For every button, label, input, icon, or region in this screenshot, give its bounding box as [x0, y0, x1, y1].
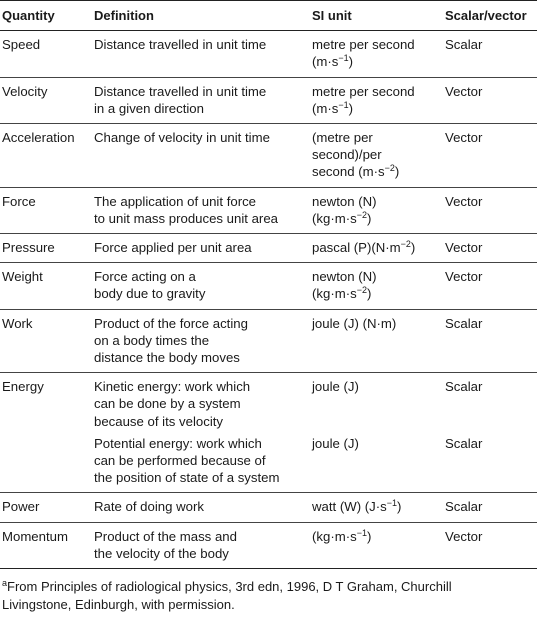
table-row — [0, 124, 537, 188]
definition-line: Kinetic energy: work which — [94, 379, 251, 395]
quantity-cell: Power — [0, 493, 94, 522]
quantity-cell: Force — [0, 187, 94, 233]
table-row — [0, 31, 537, 77]
definition-line: in a given direction — [94, 100, 204, 116]
definition-line: Force applied per unit area — [94, 240, 252, 256]
definition-cell — [94, 124, 312, 188]
header-row — [0, 1, 537, 31]
type-cell: Scalar — [445, 432, 537, 493]
table-row — [0, 263, 537, 309]
type-cell: Vector — [445, 522, 537, 568]
unit-line: $(kg\cdot m\cdot s^{-2})$ — [312, 209, 372, 226]
si-unit-cell — [312, 522, 445, 568]
definition-cell — [94, 187, 312, 233]
quantity-cell: Momentum — [0, 522, 94, 568]
quantity-cell: Energy — [2, 379, 44, 395]
quantity-cell: Acceleration — [0, 124, 94, 188]
definition-line: Distance travelled in unit time — [94, 83, 267, 99]
table-row — [0, 309, 537, 373]
definition-cell — [94, 373, 312, 432]
table-row — [0, 234, 537, 263]
definition-cell — [94, 77, 312, 123]
definition-cell — [94, 234, 312, 263]
footnote-line: $^a$From Principles of radiological physics, 3rd edn, 1996, D T Graham, Churchill — [2, 578, 452, 594]
definition-cell — [94, 309, 312, 373]
definition-line: to unit mass produces unit area — [94, 210, 278, 226]
unit-line: pascal $(P)(N\cdot m^{-2})$ — [312, 239, 416, 256]
footnote-line: Livingstone, Edinburgh, with permission. — [2, 597, 235, 612]
si-unit-cell — [312, 234, 445, 263]
definition-cell — [94, 522, 312, 568]
definition-line: Rate of doing work — [94, 499, 204, 515]
definition-line: the position of state of a system — [94, 470, 280, 486]
unit-exponent: −2 — [384, 163, 395, 174]
quantity-cell: Speed — [0, 31, 94, 77]
table-row — [0, 373, 537, 432]
unit-line: watt (W) $(J\cdot s^{-1})$ — [312, 498, 402, 515]
unit-line: metre per second — [312, 83, 415, 99]
type-cell: Vector — [445, 124, 537, 188]
definition-cell — [94, 432, 312, 493]
table-row — [0, 77, 537, 123]
quantity-cell: Pressure — [0, 234, 94, 263]
definition-line: can be performed because of — [94, 453, 266, 469]
definition-cell — [94, 263, 312, 309]
type-cell: Vector — [445, 187, 537, 233]
unit-exponent: −2 — [356, 209, 367, 220]
definition-line: Product of the force acting — [94, 315, 248, 331]
si-unit-cell — [312, 187, 445, 233]
si-unit-cell — [312, 124, 445, 188]
definition-line: Product of the mass and — [94, 528, 237, 544]
unit-line: metre per second — [312, 37, 415, 53]
definition-line: distance the body moves — [94, 350, 240, 366]
unit-line: newton (N) — [312, 269, 377, 285]
unit-exponent: −1 — [338, 53, 349, 64]
type-cell: Vector — [445, 263, 537, 309]
unit-line: $(kg\cdot m\cdot s^{-1})$ — [312, 527, 372, 544]
type-cell: Scalar — [445, 31, 537, 77]
unit-exponent: −1 — [386, 498, 397, 509]
definition-line: the velocity of the body — [94, 545, 229, 561]
definition-line: because of its velocity — [94, 413, 224, 429]
type-cell: Vector — [445, 234, 537, 263]
definition-line: can be done by a system — [94, 396, 241, 412]
type-cell: Scalar — [445, 309, 537, 373]
definition-line: Force acting on a — [94, 269, 196, 285]
type-cell: Scalar — [445, 379, 483, 395]
type-cell: Scalar — [445, 493, 537, 522]
type-cell: Vector — [445, 77, 537, 123]
si-unit-cell — [312, 432, 445, 493]
header-scalar-vector: Scalar/vector — [445, 1, 537, 31]
unit-exponent: −2 — [356, 285, 367, 296]
unit-exponent: −2 — [400, 239, 411, 250]
table-row — [0, 493, 537, 522]
header-definition: Definition — [94, 1, 312, 31]
si-unit-cell — [312, 493, 445, 522]
definition-line: Change of velocity in unit time — [94, 130, 270, 146]
unit-line: (metre per — [312, 130, 373, 146]
si-unit-cell — [312, 31, 445, 77]
unit-exponent: −1 — [356, 527, 367, 538]
quantity-cell — [0, 432, 94, 493]
quantity-cell: Work — [0, 309, 94, 373]
table-row — [0, 432, 537, 493]
unit-line: $(m\cdot s^{-1})$ — [312, 53, 354, 70]
header-quantity: Quantity — [0, 1, 94, 31]
unit-line: joule (J) — [312, 379, 359, 395]
si-unit-cell — [312, 263, 445, 309]
unit-line: $(kg\cdot m\cdot s^{-2})$ — [312, 285, 372, 302]
unit-line: joule (J) (N·m) — [312, 315, 397, 331]
definition-cell — [94, 31, 312, 77]
definition-line: Potential energy: work which — [94, 435, 262, 451]
footnote — [2, 578, 532, 614]
definition-line: Distance travelled in unit time — [94, 37, 267, 53]
table-row — [0, 522, 537, 568]
si-unit-cell — [312, 77, 445, 123]
quantity-cell: Velocity — [0, 77, 94, 123]
definition-cell — [94, 493, 312, 522]
si-unit-cell — [312, 309, 445, 373]
definition-line: body due to gravity — [94, 286, 206, 302]
quantity-cell: Weight — [0, 263, 94, 309]
header-si-unit: SI unit — [312, 1, 445, 31]
unit-exponent: −1 — [338, 99, 349, 110]
unit-line: second $(m\cdot s^{-2})$ — [312, 163, 400, 180]
unit-line: $(m\cdot s^{-1})$ — [312, 99, 354, 116]
definition-line: on a body times the — [94, 332, 210, 348]
footnote-marker: a — [2, 578, 8, 588]
unit-line: joule (J) — [312, 435, 359, 451]
unit-line: second)/per — [312, 147, 382, 163]
table-row — [0, 187, 537, 233]
definition-line: The application of unit force — [94, 193, 257, 209]
si-unit-cell — [312, 373, 445, 432]
unit-line: newton (N) — [312, 193, 377, 209]
